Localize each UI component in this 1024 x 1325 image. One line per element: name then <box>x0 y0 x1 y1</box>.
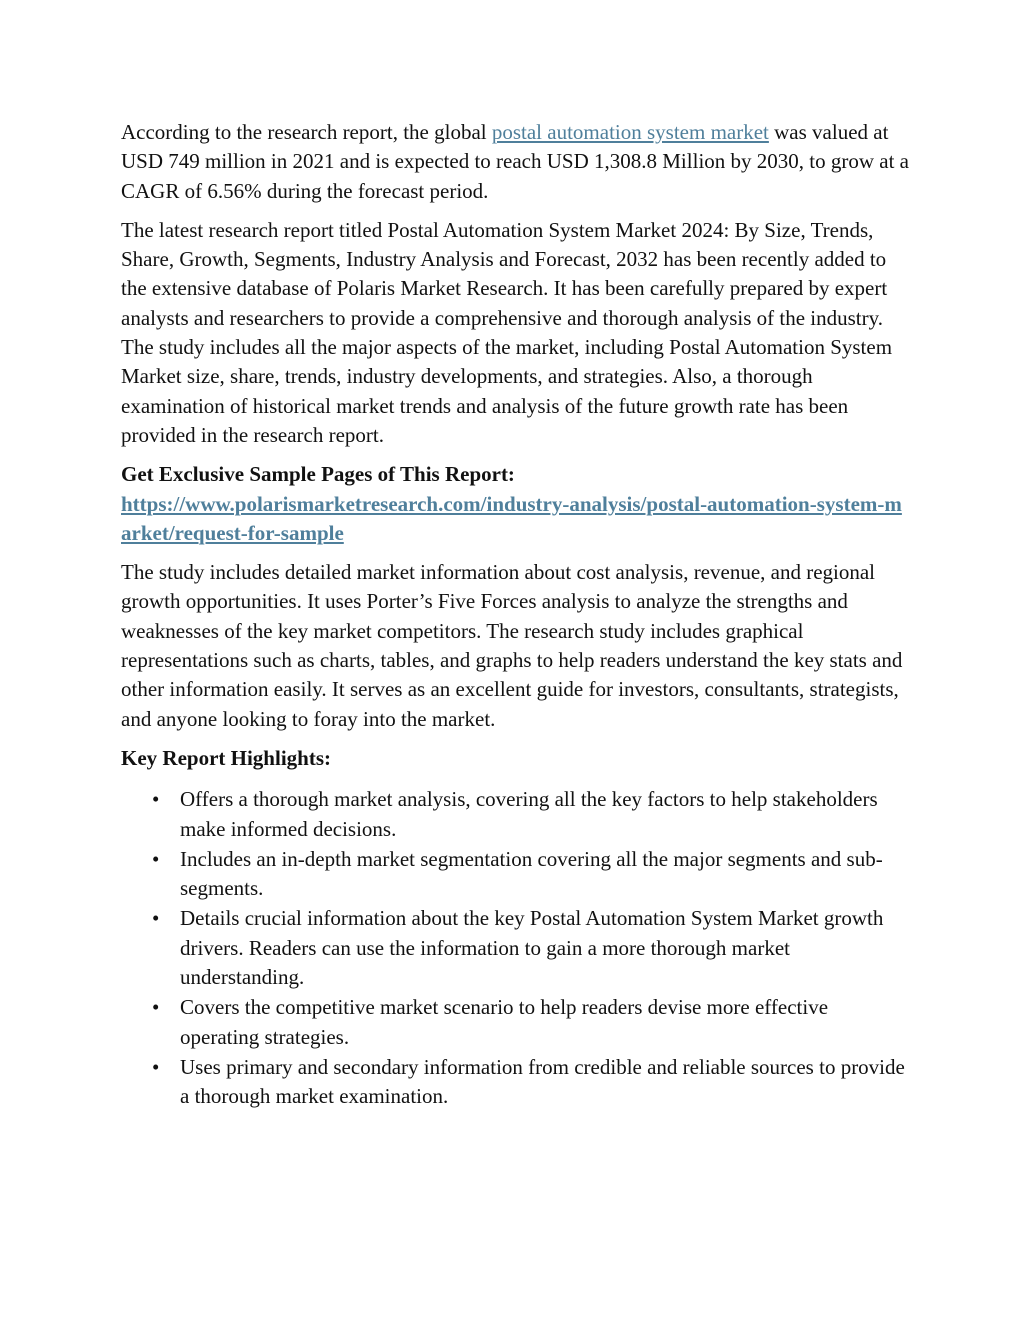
list-item-text: Details crucial information about the key Postal Automation System Market growth drivers. Readers can use the information to gain a more thorough market understanding. <box>180 906 884 990</box>
market-link[interactable]: postal automation system market <box>491 120 769 144</box>
list-item <box>121 904 911 992</box>
list-item <box>121 785 911 844</box>
report-description-paragraph: The latest research report titled Postal Automation System Market 2024: By Size, Trends, Share, Growth, Segments, Industry Analysis and Forecast, 2032 has been recently added to the extensive database of Polaris Market Research. It has been carefully prepared by expert analysts and researchers to provide a comprehensive and thorough analysis of the industry. The study includes all the major aspects of the market, including Postal Automation System Market size, share, trends, industry developments, and strategies. Also, a thorough examination of historical market trends and analysis of the future growth rate has been provided in the research report. <box>121 217 893 447</box>
intro-text-after-link: was valued at USD 749 million in 2021 and is expected to reach USD 1,308.8 Million by 2030, to grow at a CAGR of 6.56% during the forecast period. <box>121 120 909 203</box>
list-item-text: Includes an in-depth market segmentation covering all the major segments and sub-segments. <box>180 846 883 901</box>
list-item <box>121 845 911 904</box>
sample-request-link[interactable]: https://www.polarismarketresearch.com/industry-analysis/postal-automation-system-market/request-for-sample <box>121 491 902 545</box>
intro-text-before-link: According to the research report, the global <box>121 120 492 144</box>
list-item-text: Offers a thorough market analysis, covering all the key factors to help stakeholders make informed decisions. <box>180 787 878 841</box>
document-page <box>121 118 911 1113</box>
list-item-text: Covers the competitive market scenario to help readers devise more effective operating strategies. <box>180 995 829 1049</box>
bullet-icon: • <box>152 1054 160 1079</box>
bullet-icon: • <box>152 995 160 1020</box>
list-item <box>121 1053 911 1112</box>
highlights-list <box>121 785 911 1111</box>
bullet-icon: • <box>152 846 160 871</box>
highlights-heading: Key Report Highlights: <box>121 745 331 770</box>
intro-paragraph <box>121 118 911 206</box>
sample-heading: Get Exclusive Sample Pages of This Report: <box>121 462 515 487</box>
bullet-icon: • <box>152 906 160 931</box>
list-item-text: Uses primary and secondary information from credible and reliable sources to provide a thorough market examination. <box>180 1054 905 1109</box>
bullet-icon: • <box>152 787 160 812</box>
list-item <box>121 993 911 1052</box>
study-details-paragraph: The study includes detailed market information about cost analysis, revenue, and regional growth opportunities. It uses Porter’s Five Forces analysis to analyze the strengths and weaknesses of the key market competitors. The research study includes graphical representations such as charts, tables, and graphs to help readers understand the key stats and other information easily. It serves as an excellent guide for investors, consultants, strategists, and anyone looking to foray into the market. <box>121 560 903 731</box>
